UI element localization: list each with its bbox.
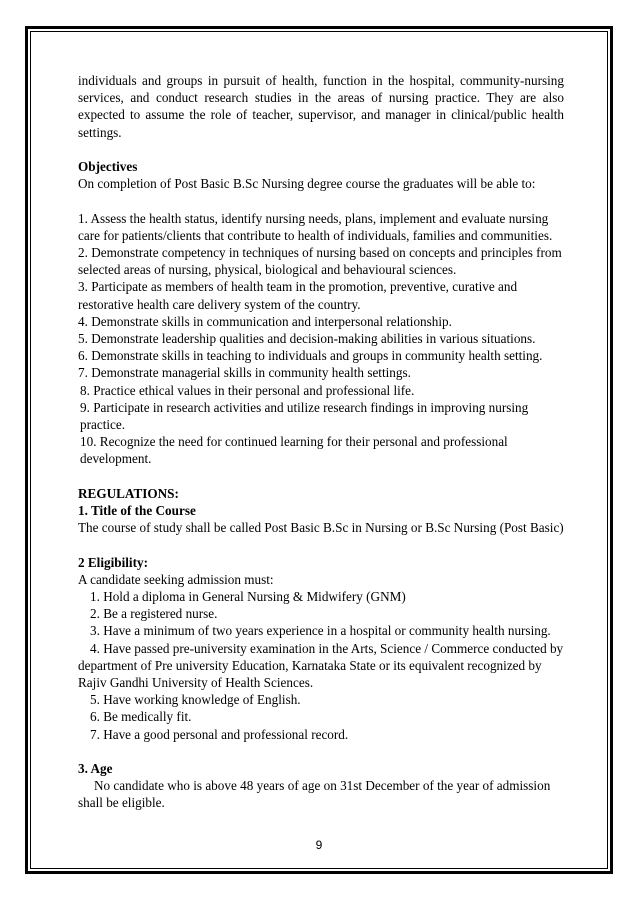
eligibility-lead: A candidate seeking admission must: — [78, 571, 274, 587]
course-title-text: The course of study shall be called Post Basic B.Sc in Nursing or B.Sc Nursing (Post Basic) — [78, 520, 564, 536]
page-number: 9 — [315, 838, 323, 852]
eligibility-item: 1. Hold a diploma in General Nursing & Midwifery (GNM) — [90, 589, 406, 605]
eligibility-item: 3. Have a minimum of two years experience in a hospital or community health nursing. — [90, 623, 551, 639]
eligibility-heading: 2 Eligibility: — [78, 554, 148, 570]
objective-item: 9. Participate in research activities and utilize research findings in improving nursing practice. — [80, 399, 529, 433]
objectives-heading: Objectives — [78, 159, 138, 174]
eligibility-item: 5. Have working knowledge of English. — [90, 692, 301, 708]
objective-item: 7. Demonstrate managerial skills in community health settings. — [78, 365, 411, 381]
eligibility-item: 2. Be a registered nurse. — [90, 606, 218, 622]
eligibility-item: 7. Have a good personal and professional record. — [90, 726, 349, 742]
objective-item: 8. Practice ethical values in their personal and professional life. — [80, 382, 415, 398]
objective-item: 1. Assess the health status, identify nursing needs, plans, implement and evaluate nursing care for patients/clients that contribute to health of individuals, families and communities. — [78, 210, 553, 243]
eligibility-item: 6. Be medically fit. — [90, 709, 192, 725]
document-body — [78, 72, 564, 812]
age-text: No candidate who is above 48 years of age on 31st December of the year of admission shall be eligible. — [78, 778, 551, 811]
objectives-lead: On completion of Post Basic B.Sc Nursing degree course the graduates will be able to: — [78, 176, 536, 192]
objective-item: 5. Demonstrate leadership qualities and decision-making abilities in various situations. — [78, 331, 536, 347]
eligibility-item: 4. Have passed pre-university examination in the Arts, Science / Commerce conducted by department of Pre university Education, Karnataka State or its equivalent recognized by Rajiv Gandhi University of Health Sciences. — [78, 640, 564, 691]
objective-item: 4. Demonstrate skills in communication and interpersonal relationship. — [78, 313, 452, 329]
objective-item: 10. Recognize the need for continued learning for their personal and professional development. — [80, 434, 508, 467]
objective-item: 2. Demonstrate competency in techniques of nursing based on concepts and principles from selected areas of nursing, physical, biological and behavioural sciences. — [78, 245, 562, 278]
course-title-heading: 1. Title of the Course — [78, 503, 196, 519]
objective-item: 6. Demonstrate skills in teaching to individuals and groups in community health setting. — [78, 348, 543, 364]
age-heading: 3. Age — [78, 761, 113, 777]
intro-paragraph: individuals and groups in pursuit of health, function in the hospital, community-nursing services, and conduct research studies in the areas of nursing practice. They are also expected to assume the role of teacher, supervisor, and manager in clinical/public health settings. — [78, 73, 564, 140]
regulations-heading: REGULATIONS: — [78, 485, 179, 501]
objective-item: 3. Participate as members of health team in the promotion, preventive, curative and restorative health care delivery system of the country. — [78, 279, 518, 312]
